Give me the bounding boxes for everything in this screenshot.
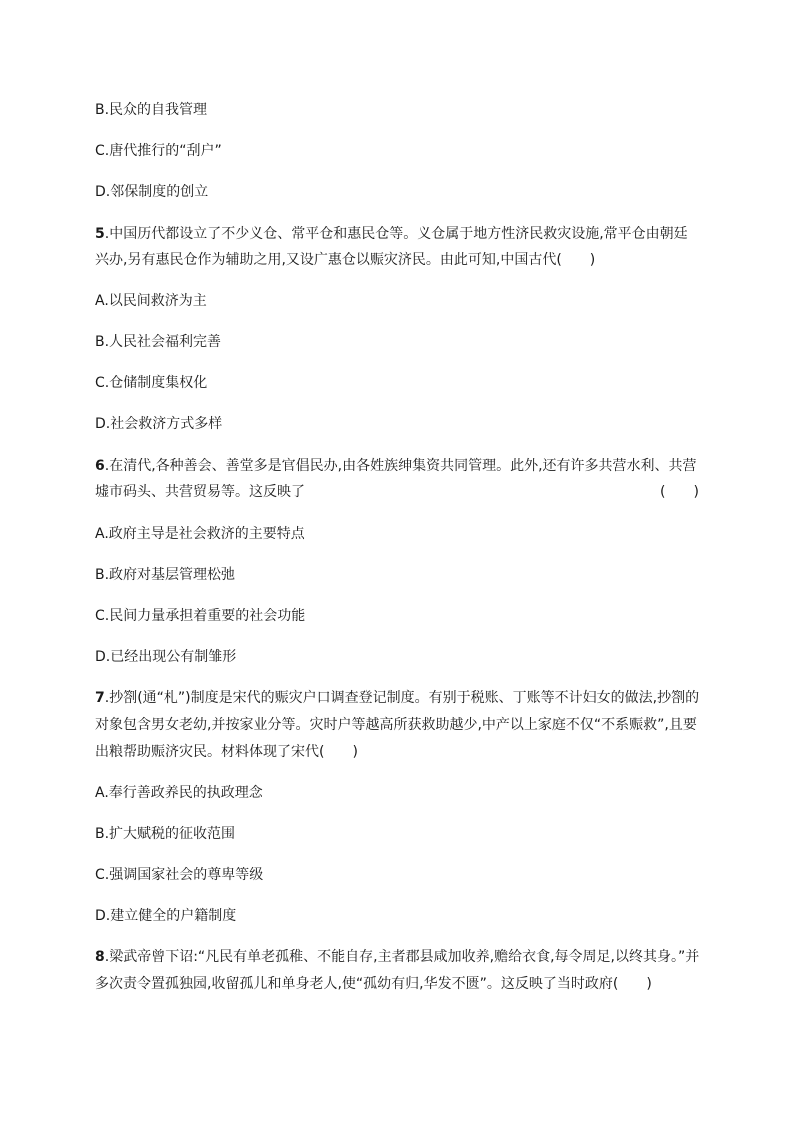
- q6-number: 6: [95, 458, 105, 474]
- q4-option-d: D.邻保制度的创立: [95, 184, 209, 200]
- q7-stem-line-1: [95, 689, 699, 707]
- q5-stem-line-2: 兴办,另有惠民仓作为辅助之用,又设广惠仓以赈灾济民。由此可知,中国古代( ): [95, 252, 596, 268]
- q8-stem-line-1: [95, 948, 699, 966]
- q6-option-a: A.政府主导是社会救济的主要特点: [95, 526, 305, 542]
- q6-stem-text-1: .在清代,各种善会、善堂多是官倡民办,由各姓族绅集资共同管理。此外,还有许多共营水利、共营: [104, 458, 697, 474]
- q6-stem-line-2: 墟市码头、共营贸易等。这反映了: [95, 484, 305, 500]
- q4-option-c: C.唐代推行的“刮户”: [95, 143, 222, 159]
- q8-stem-line-2: 多次责令置孤独园,收留孤儿和单身老人,使“孤幼有归,华发不匮”。这反映了当时政府( ): [95, 976, 652, 992]
- q7-option-a: A.奉行善政养民的执政理念: [95, 785, 263, 801]
- q7-option-b: B.扩大赋税的征收范围: [95, 826, 236, 842]
- q5-option-d: D.社会救济方式多样: [95, 416, 223, 432]
- q6-option-b: B.政府对基层管理松弛: [95, 567, 236, 583]
- q4-option-b: B.民众的自我管理: [95, 102, 208, 118]
- q5-option-a: A.以民间救济为主: [95, 293, 207, 309]
- q7-option-d: D.建立健全的户籍制度: [95, 908, 237, 924]
- q5-number: 5: [95, 226, 105, 242]
- q5-stem-text-1: .中国历代都设立了不少义仓、常平仓和惠民仓等。义仓属于地方性济民救灾设施,常平仓由朝廷: [104, 226, 688, 242]
- q7-stem-line-3: 出粮帮助赈济灾民。材料体现了宋代( ): [95, 744, 358, 760]
- q7-stem-line-2: 对象包含男女老幼,并按家业分等。灾时户等越高所获救助越少,中产以上家庭不仅“不系赈救”,且要: [95, 717, 697, 733]
- q8-number: 8: [95, 949, 105, 965]
- q6-option-d: D.已经出现公有制雏形: [95, 649, 237, 665]
- q7-stem-text-1: .抄劄(通“札”)制度是宋代的赈灾户口调查登记制度。有别于税账、丁账等不计妇女的做法,抄劄的: [104, 690, 700, 706]
- q6-stem-line-1: [95, 457, 697, 475]
- q5-option-b: B.人民社会福利完善: [95, 334, 222, 350]
- q5-option-c: C.仓储制度集权化: [95, 375, 208, 391]
- q8-stem-text-1: .梁武帝曾下诏:“凡民有单老孤稚、不能自存,主者郡县咸加收养,赡给衣食,每令周足,以终其身。”并: [104, 949, 700, 965]
- q6-option-c: C.民间力量承担着重要的社会功能: [95, 608, 306, 624]
- q6-answer-paren: ( ): [660, 484, 699, 500]
- q5-stem-line-1: [95, 225, 688, 243]
- q7-option-c: C.强调国家社会的尊卑等级: [95, 867, 264, 883]
- q7-number: 7: [95, 690, 105, 706]
